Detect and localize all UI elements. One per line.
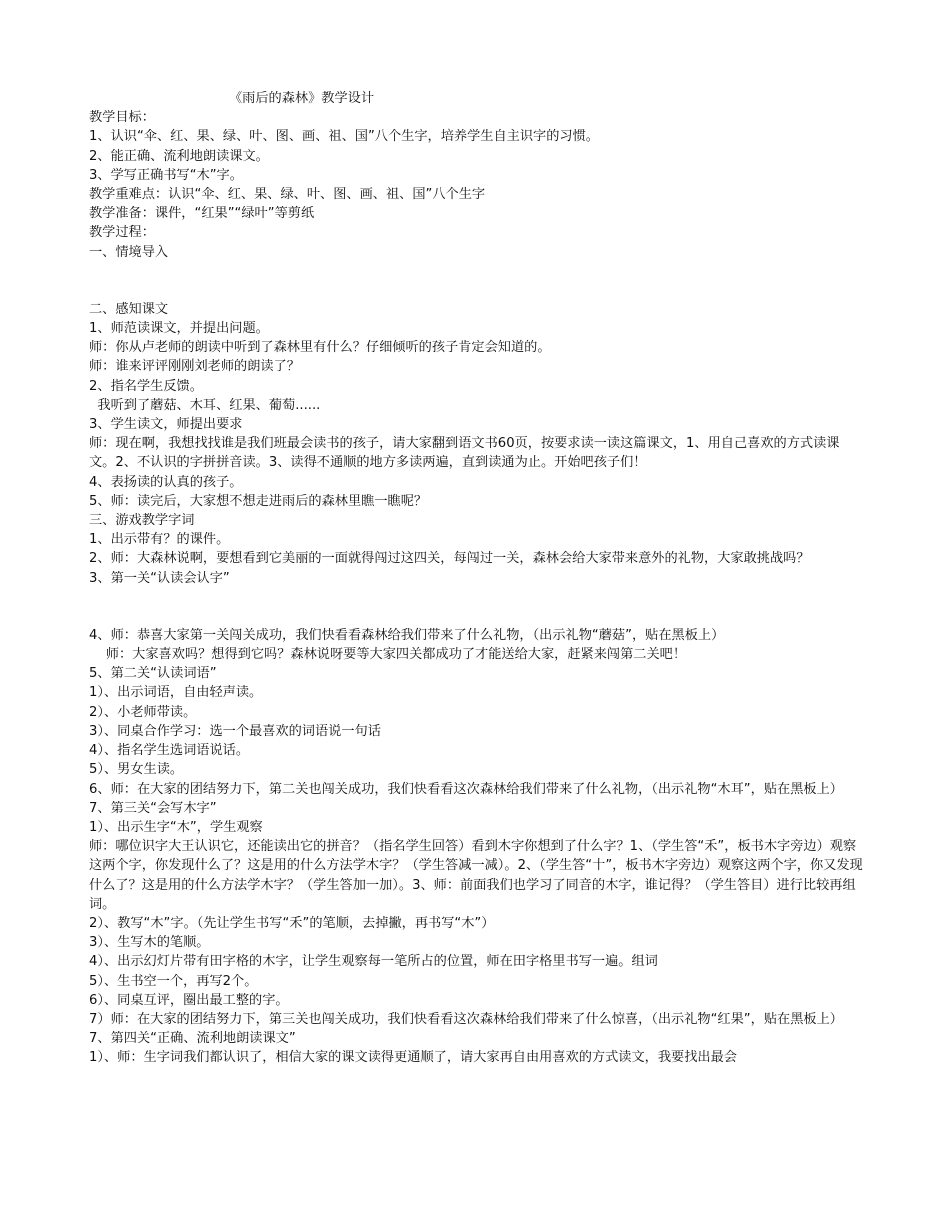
document-title: 《雨后的森林》教学设计 [229,91,375,106]
text-line: 2、能正确、流利地朗读课文。 [89,148,269,164]
text-line: 教学重难点：认识“伞、红、果、绿、叶、图、画、祖、国”八个生字 [89,187,486,203]
text-line: 1）、出示词语，自由轻声读。 [89,685,263,701]
text-line: 3）、生写木的笔顺。 [89,935,210,951]
text-line: 1）、出示生字“木”，学生观察 [89,819,263,835]
text-line: 2）、教写“木”字。（先让学生书写“禾”的笔顺，去掉撇，再书写“木”） [89,915,495,931]
text-line: 4）、出示幻灯片带有田字格的木字，让学生观察每一笔所占的位置，师在田字格里书写一遍。组词 [89,954,658,970]
text-line: 师：哪位识字大王认识它，还能读出它的拼音？（指名学生回答）看到木字你想到了什么字？1、（学生答“禾”，板书木字旁边）观察这两个字，你发现什么了？这是用的什么方法学木字？（学生答减一减）。2、（学生答“十”，板书木字旁边）观察这两个字，你又发现什么了？这是用的什么方法学木字？（学生答加一加）。3、师：前面我们也学习了同音的木字，谁记得？（学生答目）进行比较再组词。 [89,839,863,912]
text-line: 1）、师：生字词我们都认识了，相信大家的课文读得更通顺了，请大家再自由用喜欢的方式读文，我要找出最会 [89,1050,737,1066]
text-line: 师：大家喜欢吗？想得到它吗？森林说呀要等大家四关都成功了才能送给大家，赶紧来闯第二关吧！ [89,647,687,663]
text-line: 4、表扬读的认真的孩子。 [89,474,243,490]
text-line: 6）、同桌互评，圈出最工整的字。 [89,992,289,1008]
text-line: 5）、男女生读。 [89,762,184,778]
section-games [89,626,864,1068]
text-line: 3、学生读文，师提出要求 [89,417,243,433]
text-line: 4）、指名学生选词语说话。 [89,743,250,759]
text-line: 2、师：大森林说啊，要想看到它美丽的一面就得闯过这四关，每闯过一关，森林会给大家带来意外的礼物，大家敢挑战吗？ [89,551,810,567]
document-page [89,89,864,1068]
text-line: 我听到了蘑菇、木耳、红果、葡萄...... [89,397,321,413]
text-line: 教学准备：课件，“红果”“绿叶”等剪纸 [89,206,315,222]
text-line: 3）、同桌合作学习：选一个最喜欢的词语说一句话 [89,723,381,739]
text-line: 教学过程： [89,225,155,241]
text-line: 3、学写正确书写“木”字。 [89,167,243,183]
text-line: 1、出示带有？的课件。 [89,532,230,548]
text-line: 4、师：恭喜大家第一关闯关成功，我们快看看森林给我们带来了什么礼物，（出示礼物“蘑菇”，贴在黑板上） [89,627,725,643]
text-line: 2、指名学生反馈。 [89,378,203,394]
text-line: 2）、小老师带读。 [89,704,197,720]
text-line: 二、感知课文 [89,301,169,317]
text-line: 5、第二关“认读词语” [89,666,217,682]
text-line: 7、第三关“会写木字” [89,800,217,816]
section-objectives [89,108,864,262]
text-line: 一、情境导入 [89,244,169,260]
blank-space [89,588,864,626]
text-line: 6、师：在大家的团结努力下，第二关也闯关成功，我们快看看这次森林给我们带来了什么礼物，（出示礼物“木耳”，贴在黑板上） [89,781,843,797]
text-line: 3、第一关“认读会认字” [89,570,230,586]
text-line: 师：谁来评评刚刚刘老师的朗读了？ [89,359,300,375]
blank-space [89,262,864,300]
text-line: 5、师：读完后，大家想不想走进雨后的森林里瞧一瞧呢？ [89,493,428,509]
text-line: 1、认识“伞、红、果、绿、叶、图、画、祖、国”八个生字，培养学生自主识字的习惯。 [89,129,599,145]
text-line: 7）师：在大家的团结努力下，第三关也闯关成功，我们快看看这次森林给我们带来了什么惊喜，（出示礼物“红果”，贴在黑板上） [89,1011,843,1027]
text-line: 5）、生书空一个，再写2个。 [89,973,258,989]
text-line: 1、师范读课文，并提出问题。 [89,321,269,337]
text-line: 师：你从卢老师的朗读中听到了森林里有什么？仔细倾听的孩子肯定会知道的。 [89,340,551,356]
text-line: 三、游戏教学字词 [89,513,195,529]
text-line: 师：现在啊，我想找找谁是我们班最会读书的孩子，请大家翻到语文书60页，按要求读一读这篇课文，1、用自己喜欢的方式读课文。2、不认识的字拼拼音读。3、读得不通顺的地方多读两遍，直到读通为止。开始吧孩子们！ [89,436,840,471]
text-line: 教学目标： [89,110,155,126]
text-line: 7、第四关“正确、流利地朗读课文” [89,1031,296,1047]
section-reading [89,300,864,588]
